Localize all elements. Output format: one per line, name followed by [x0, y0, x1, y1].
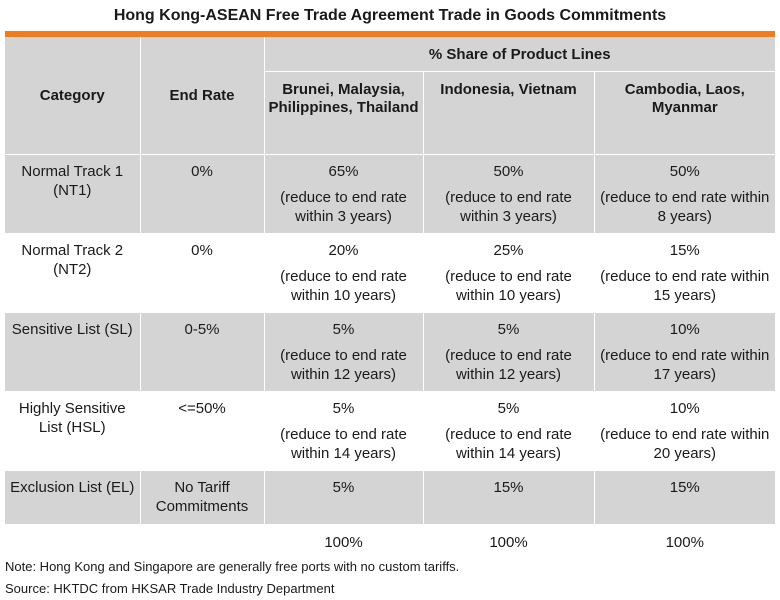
row-end-rate: 0-5% [140, 313, 264, 392]
cell-group-2: 15% [423, 471, 594, 525]
cell-pct: 20% [328, 242, 359, 259]
cell-group-1 [264, 313, 423, 392]
table-row [5, 471, 775, 525]
totals-row [5, 525, 775, 560]
cell-pct: 50% [669, 163, 700, 180]
cell-pct: 5% [497, 400, 520, 417]
cell-group-2 [423, 313, 594, 392]
cell-group-1 [264, 392, 423, 471]
cell-group-1 [264, 155, 423, 234]
note-text: Note: Hong Kong and Singapore are generally free ports with no custom tariffs. [5, 559, 460, 574]
cell-group-2 [423, 155, 594, 234]
cell-group-2 [423, 392, 594, 471]
total-group-1: 100% [264, 525, 423, 560]
total-empty [140, 525, 264, 560]
row-category: Sensitive List (SL) [5, 313, 140, 392]
cell-group-1 [264, 234, 423, 313]
table-row [5, 313, 775, 392]
cell-pct: 50% [493, 163, 524, 180]
cell-group-3 [594, 155, 775, 234]
cell-note: (reduce to end rate within 10 years) [280, 268, 407, 304]
row-end-rate: <=50% [140, 392, 264, 471]
cell-pct: 5% [332, 400, 355, 417]
header-group-3: Cambodia, Laos, Myanmar [594, 72, 775, 155]
cell-group-3 [594, 234, 775, 313]
commitments-table [5, 37, 775, 560]
row-category: Normal Track 1 (NT1) [5, 155, 140, 234]
cell-note: (reduce to end rate within 14 years) [445, 426, 572, 462]
cell-pct: 10% [669, 321, 700, 338]
row-end-rate: 0% [140, 234, 264, 313]
cell-group-3 [594, 313, 775, 392]
row-category: Normal Track 2 (NT2) [5, 234, 140, 313]
cell-note: (reduce to end rate within 12 years) [280, 347, 407, 383]
cell-pct: 10% [669, 400, 700, 417]
cell-pct: 65% [328, 163, 359, 180]
header-category: Category [5, 37, 140, 155]
row-category: Highly Sensitive List (HSL) [5, 392, 140, 471]
cell-note: (reduce to end rate within 12 years) [445, 347, 572, 383]
header-group-2: Indonesia, Vietnam [423, 72, 594, 155]
total-empty [5, 525, 140, 560]
table-row [5, 234, 775, 313]
cell-pct: 5% [332, 321, 355, 338]
header-group-1: Brunei, Malaysia, Philippines, Thailand [264, 72, 423, 155]
cell-note: (reduce to end rate within 3 years) [280, 189, 407, 225]
cell-note: (reduce to end rate within 10 years) [445, 268, 572, 304]
row-end-rate: No Tariff Commitments [140, 471, 264, 525]
cell-group-3 [594, 392, 775, 471]
cell-note: (reduce to end rate within 15 years) [600, 268, 770, 304]
cell-pct: 25% [493, 242, 524, 259]
row-category: Exclusion List (EL) [5, 471, 140, 525]
cell-group-1: 5% [264, 471, 423, 525]
cell-note: (reduce to end rate within 14 years) [280, 426, 407, 462]
cell-note: (reduce to end rate within 8 years) [600, 189, 770, 225]
header-end-rate: End Rate [140, 37, 264, 155]
cell-note: (reduce to end rate within 17 years) [600, 347, 770, 383]
total-group-3: 100% [594, 525, 775, 560]
page-title: Hong Kong-ASEAN Free Trade Agreement Trade in Goods Commitments [113, 7, 667, 24]
total-group-2: 100% [423, 525, 594, 560]
row-end-rate: 0% [140, 155, 264, 234]
cell-note: (reduce to end rate within 3 years) [445, 189, 572, 225]
cell-note: (reduce to end rate within 20 years) [600, 426, 770, 462]
cell-pct: 15% [669, 242, 700, 259]
table-row [5, 392, 775, 471]
header-share: % Share of Product Lines [264, 37, 775, 72]
cell-group-2 [423, 234, 594, 313]
footnotes [5, 556, 459, 600]
cell-pct: 5% [497, 321, 520, 338]
cell-group-3: 15% [594, 471, 775, 525]
table-row [5, 155, 775, 234]
source-text: Source: HKTDC from HKSAR Trade Industry Department [5, 581, 335, 596]
